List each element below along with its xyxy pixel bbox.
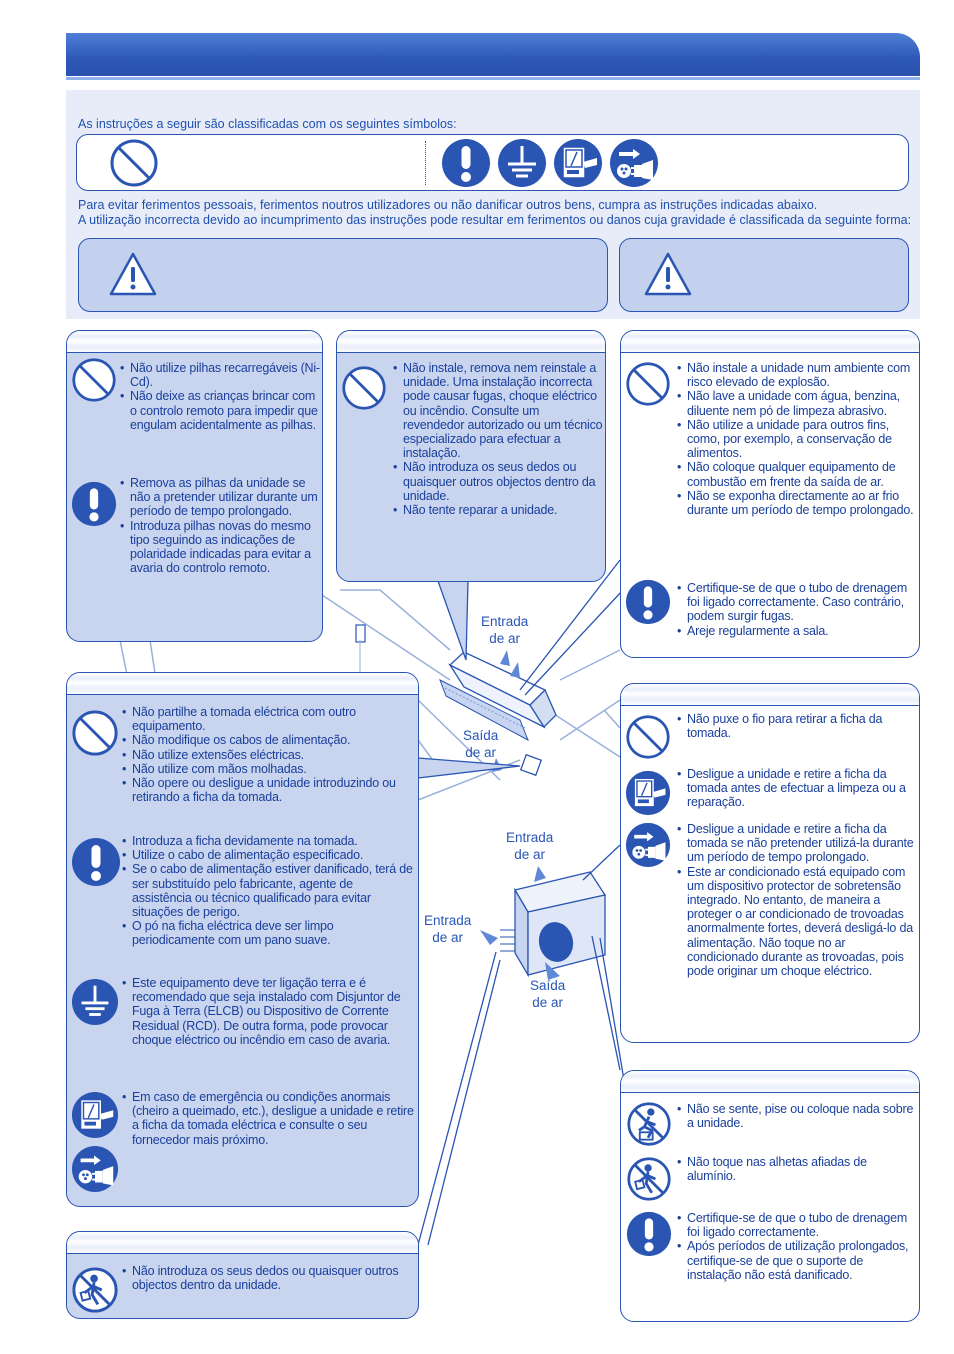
panel-header [67, 331, 322, 353]
panel-header [621, 1071, 919, 1093]
prohibit-icon [71, 709, 119, 757]
power-prohibit-list [122, 705, 414, 804]
list-item: • Não introduza os seus dedos ou quaisquer outros objectos dentro da unidade. [122, 1264, 414, 1292]
indoor-air-outlet-label [463, 727, 498, 761]
list-item: • Não tente reparar a unidade. [393, 503, 603, 517]
panel-header [67, 1232, 418, 1254]
outdoor-unit-panel [620, 1070, 920, 1322]
operation-must-list [677, 581, 917, 638]
plug-unplug-list [677, 767, 917, 810]
mandatory-icon [71, 837, 121, 887]
prohibit-icon [625, 361, 671, 407]
list-item: • Não modifique os cabos de alimentação. [122, 733, 414, 747]
list-item: • Não opere ou desligue a unidade introduzindo ou retirando a ficha da tomada. [122, 776, 414, 804]
list-item: • Não coloque qualquer equipamento de combustão em frente da saída de ar. [677, 460, 917, 488]
outdoor-air-inlet-side-label [424, 912, 471, 946]
remote-control-panel [66, 330, 323, 642]
list-item: • Em caso de emergência ou condições anormais (cheiro a queimado, etc.), desligue a unidade e retire a ficha da tomada eléctrica e consulte o seu fornecedor mais próximo. [122, 1090, 414, 1147]
remote-control [356, 625, 365, 642]
label-line: de ar [514, 847, 546, 862]
list-item: • Não instale, remova nem reinstale a unidade. Uma instalação incorrecta pode causar fugas, choque eléctrico ou incêndio. Consulte um revendedor autorizado ou um técnico especializado para efectuar a instalação. [393, 361, 603, 460]
prohibit-icon [625, 714, 671, 760]
switch-off-icon [625, 770, 671, 816]
remote-prohibit-list [120, 361, 320, 432]
mandatory-icon [626, 1211, 672, 1257]
list-item: • Introduza a ficha devidamente na tomada. [122, 834, 414, 848]
list-item: • Após períodos de utilização prolongados, certifique-se de que o suporte de instalação não está danificado. [677, 1239, 917, 1282]
panel-header [337, 331, 605, 353]
list-item: • Desligue a unidade e retire a ficha da tomada se não pretender utilizá-la durante um período de tempo prolongado. [677, 822, 917, 865]
list-item: • Não introduza os seus dedos ou quaisquer outros objectos dentro da unidade. [393, 460, 603, 503]
list-item: • Não se exponha directamente ao ar frio durante um período de tempo prolongado. [677, 489, 917, 517]
operation-panel [620, 330, 920, 658]
no-sitting-icon [626, 1101, 672, 1147]
intro-line-symbols: As instruções a seguir são classificadas com os seguintes símbolos: [78, 117, 457, 131]
power-must-list [122, 834, 414, 948]
switch-off-icon [71, 1091, 119, 1139]
list-item: • Certifique-se de que o tubo de drenagem foi ligado correctamente. [677, 1211, 917, 1239]
list-item: • Não toque nas alhetas afiadas de alumínio. [677, 1155, 917, 1183]
intro-line-severity: A utilização incorrecta devido ao incumprimento das instruções pode resultar em ferimentos ou danos cuja gravidade é classificada da seguinte forma: [78, 213, 912, 227]
indoor-air-inlet-label [481, 613, 528, 647]
list-item: • Areje regularmente a sala. [677, 624, 917, 638]
list-item: • Não puxe o fio para retirar a ficha da tomada. [677, 712, 917, 740]
unplug-icon [71, 1145, 119, 1193]
label-line: de ar [432, 930, 464, 945]
list-item: • Não deixe as crianças brincar com o controlo remoto para impedir que engulam acidentalmente as pilhas. [120, 389, 320, 432]
list-item: • Utilize o cabo de alimentação especificado. [122, 848, 414, 862]
label-line: de ar [465, 745, 497, 760]
earth-icon [71, 978, 119, 1026]
list-item: • Introduza pilhas novas do mesmo tipo seguindo as indicações de polaridade indicadas para evitar a avaria do controlo remoto. [120, 519, 320, 576]
label-line: Saída [463, 728, 499, 743]
power-earth-list [122, 976, 414, 1047]
panel-header [67, 673, 418, 695]
outdoor-unit [500, 872, 605, 975]
outdoor-fins-list [677, 1155, 917, 1183]
outdoor-air-inlet-top-label [506, 829, 553, 863]
list-item: • Não lave a unidade com água, benzina, diluente nem pó de limpeza abrasivo. [677, 389, 917, 417]
outdoor-air-outlet-label [530, 977, 565, 1011]
label-line: Entrada [506, 830, 554, 845]
panel-header [621, 331, 919, 353]
list-item: • Não se sente, pise ou coloque nada sobre a unidade. [677, 1102, 917, 1130]
unplug-icon [625, 822, 671, 868]
installation-prohibit-list [393, 361, 603, 517]
operation-prohibit-list [677, 361, 917, 517]
intro-line-follow: Para evitar ferimentos pessoais, ferimentos noutros utilizadores ou não danificar outros bens, cumpra as instruções indicadas abaixo. [78, 198, 818, 212]
list-item: • Este ar condicionado está equipado com um dispositivo protector de sobretensão integrado. No entanto, de maneira a proteger o ar condicionado de trovoadas anormalmente fortes, deverá desligá-lo da alimentação. Não toque no ar condicionado durante as trovoadas, pois pode originar um choque eléctrico. [677, 865, 917, 979]
list-item: • Certifique-se de que o tubo de drenagem foi ligado correctamente. Caso contrário, podem surgir fugas. [677, 581, 917, 624]
list-item: • Não utilize a unidade para outros fins, como, por exemplo, a conservação de alimentos. [677, 418, 917, 461]
mandatory-icon [71, 481, 117, 527]
list-item: • Desligue a unidade e retire a ficha da tomada antes de efectuar a limpeza ou a reparação. [677, 767, 917, 810]
list-item: • Não instale a unidade num ambiente com risco elevado de explosão. [677, 361, 917, 389]
list-item: • Este equipamento deve ter ligação terra e é recomendado que seja instalado com Disjuntor de Fuga à Terra (ELCB) ou Dispositivo de Corrente Residual (RCD). De outra forma, pode provocar choque eléctrico ou incêndio em caso de avaria. [122, 976, 414, 1047]
outdoor-fingers-list [122, 1264, 414, 1292]
installation-panel [336, 330, 606, 582]
label-line: de ar [532, 995, 564, 1010]
label-line: de ar [489, 631, 521, 646]
prohibit-icon [71, 357, 117, 403]
list-item: • Não utilize pilhas recarregáveis (Ni-Cd). [120, 361, 320, 389]
power-supply-panel [66, 672, 419, 1207]
power-emergency-list [122, 1090, 414, 1147]
label-line: Entrada [481, 614, 529, 629]
list-item: • Não partilhe a tomada eléctrica com outro equipamento. [122, 705, 414, 733]
label-line: Entrada [424, 913, 472, 928]
outdoor-fingers-panel [66, 1231, 419, 1319]
outdoor-must-list [677, 1211, 917, 1282]
panel-header [621, 684, 919, 706]
no-touch-fins-icon [626, 1156, 672, 1202]
label-line: Saída [530, 978, 566, 993]
mandatory-icon [625, 579, 671, 625]
outdoor-sit-list [677, 1102, 917, 1130]
list-item: • Não utilize extensões eléctricas. [122, 748, 414, 762]
plug-prohibit-list [677, 712, 917, 740]
list-item: • O pó na ficha eléctrica deve ser limpo periodicamente com um pano suave. [122, 919, 414, 947]
prohibit-icon [341, 365, 387, 411]
plug-panel [620, 683, 920, 1043]
remote-must-list [120, 476, 320, 575]
plug-unplug-long-list [677, 822, 917, 978]
no-hand-icon [71, 1266, 119, 1314]
list-item: • Se o cabo de alimentação estiver danificado, terá de ser substituído pelo fabricante, agente de assistência ou técnico qualificado para evitar situações de perigo. [122, 862, 414, 919]
list-item: • Não utilize com mãos molhadas. [122, 762, 414, 776]
list-item: • Remova as pilhas da unidade se não a pretender utilizar durante um período de tempo prolongado. [120, 476, 320, 519]
